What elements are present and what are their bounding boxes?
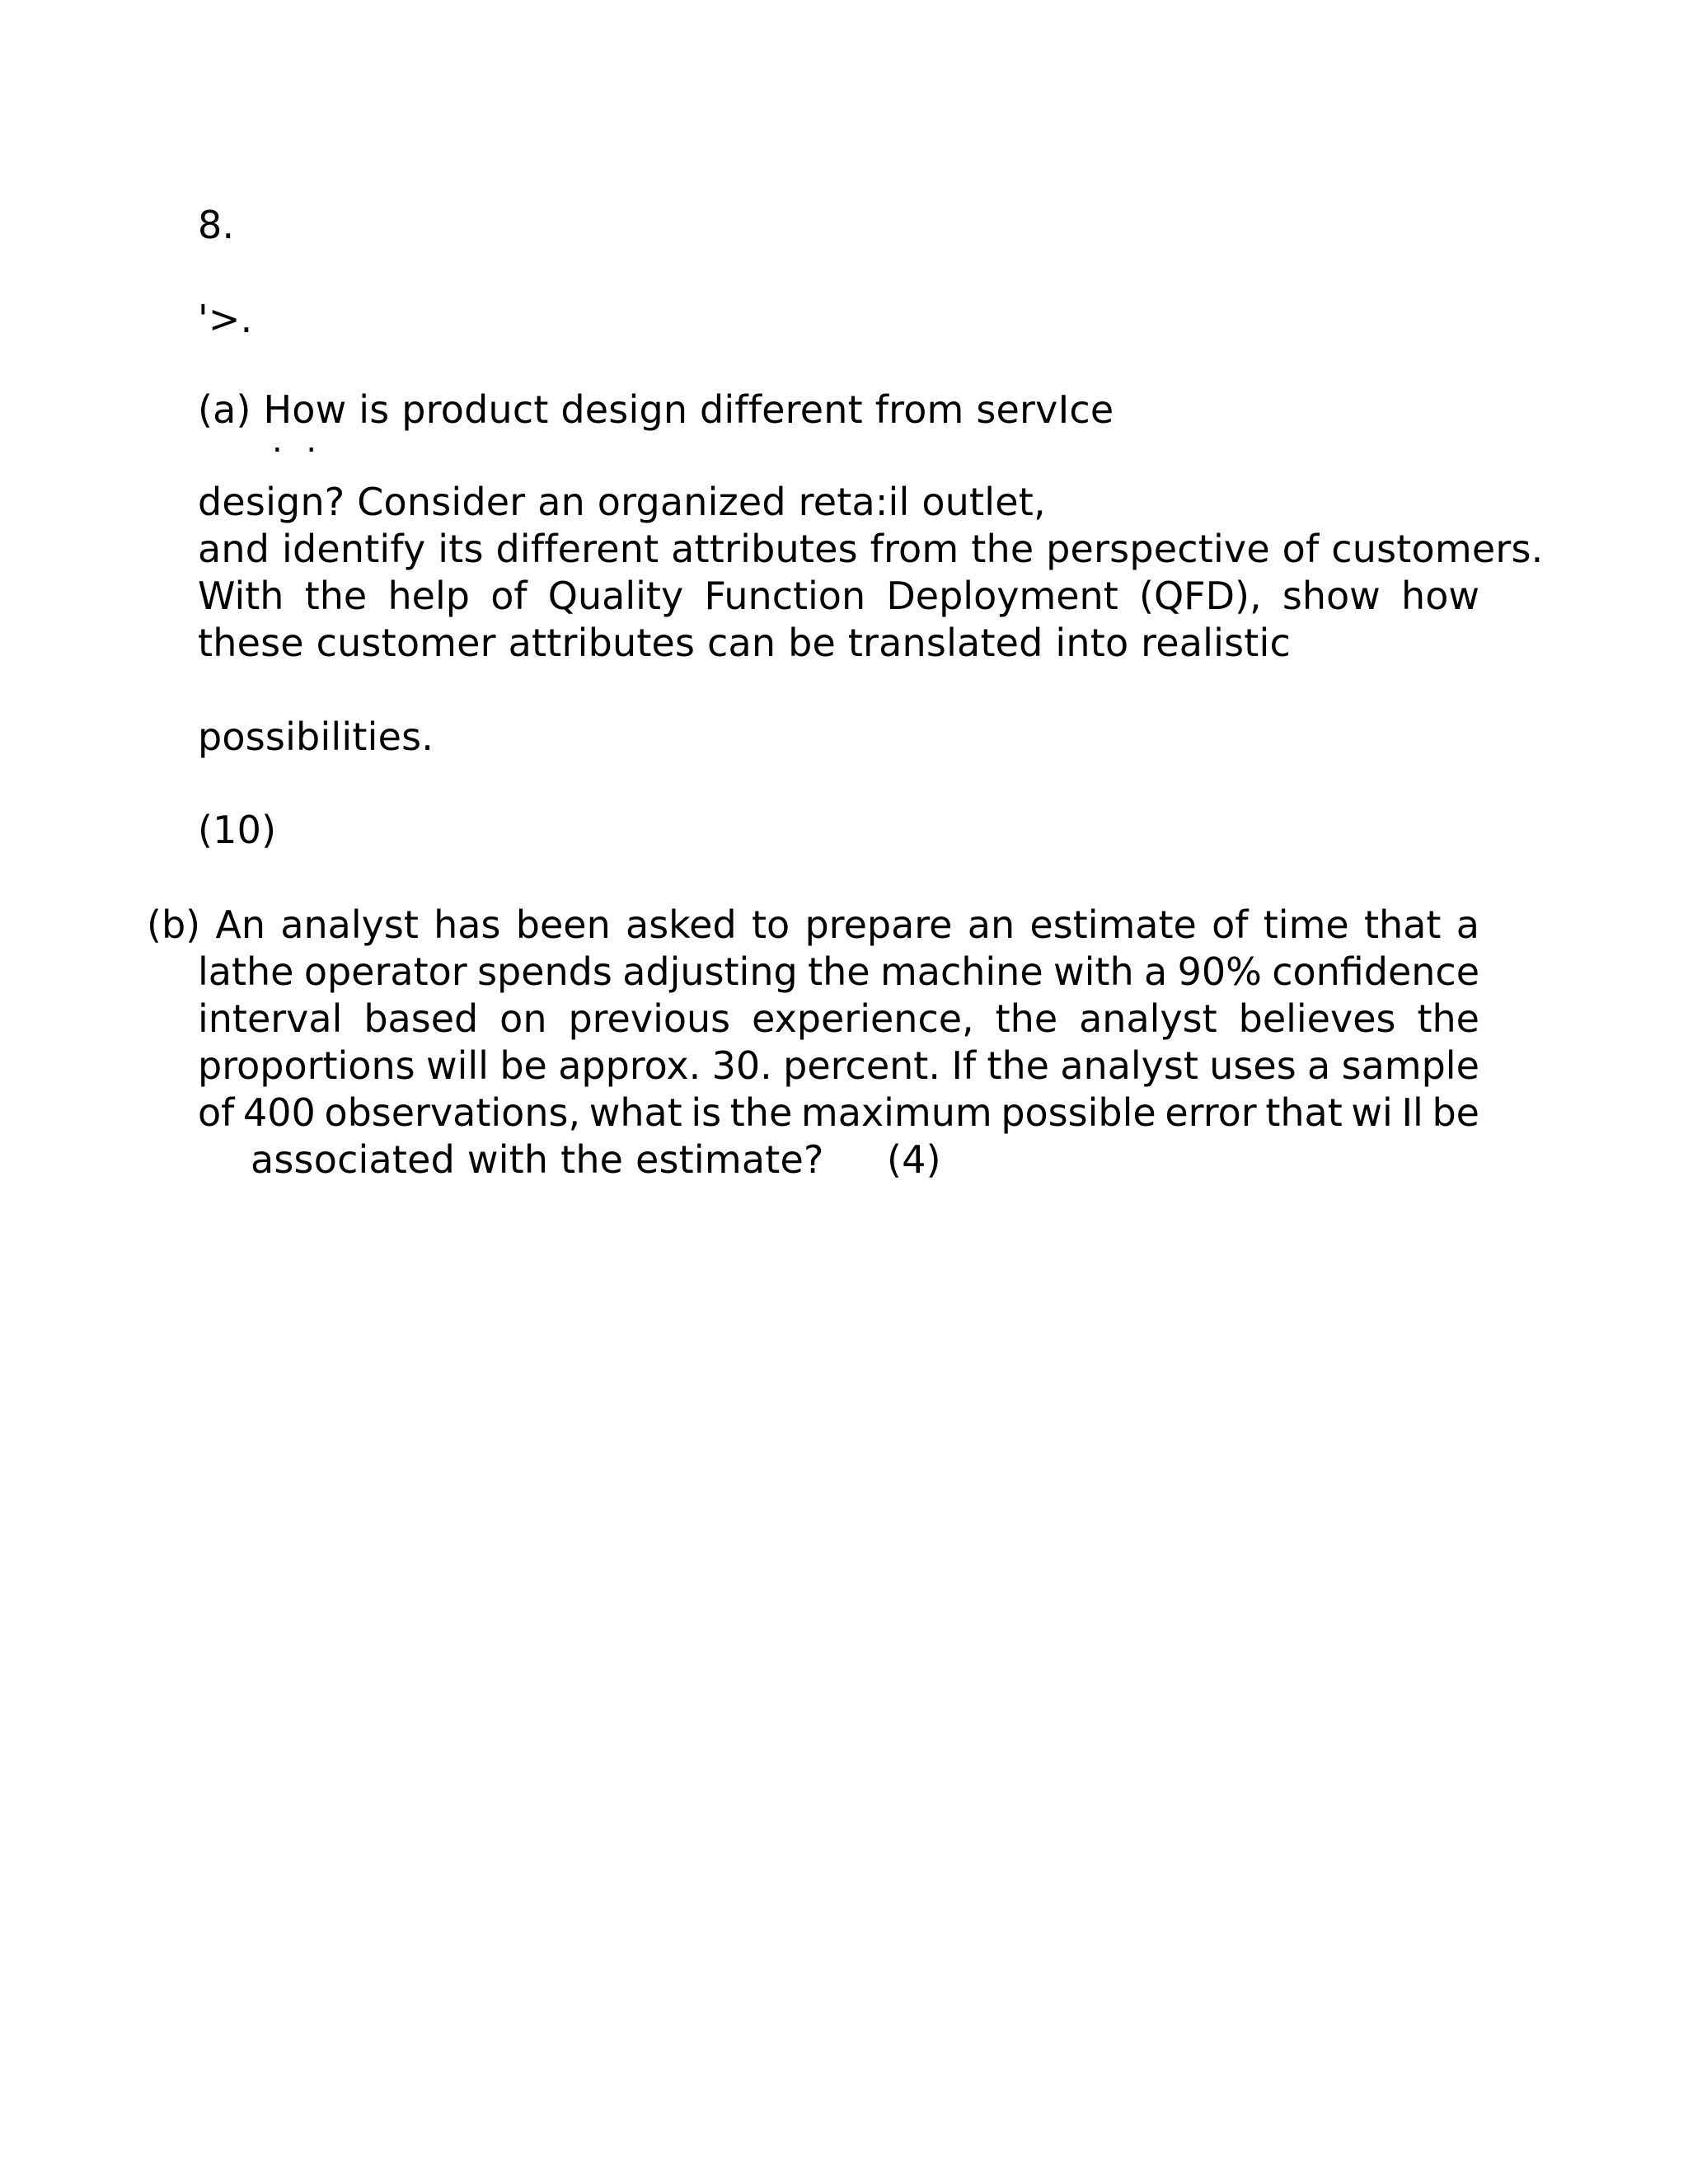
- word: the: [729, 1090, 793, 1135]
- word: lathe: [198, 949, 294, 994]
- word: that: [1265, 1090, 1343, 1135]
- part-b-line-2: [198, 948, 1479, 996]
- word: An: [215, 902, 266, 947]
- word: of: [198, 1090, 235, 1135]
- word: show: [1282, 574, 1381, 618]
- word: observations,: [324, 1090, 581, 1135]
- part-b-line-6: associated with the estimate?: [251, 1137, 824, 1182]
- word: help: [387, 574, 470, 618]
- word: believes: [1238, 996, 1396, 1041]
- word: operator: [303, 949, 467, 994]
- word: the: [808, 949, 870, 994]
- word: what: [588, 1090, 682, 1135]
- part-b-line-1: [147, 901, 1479, 949]
- part-a-line-5: these customer attributes can be translated into realistic: [198, 621, 1291, 665]
- question-number: 8.: [198, 203, 235, 247]
- word: based: [363, 996, 479, 1041]
- word: 400: [242, 1090, 316, 1135]
- word: has: [434, 902, 501, 947]
- word: analyst: [280, 902, 419, 947]
- word: machine: [879, 949, 1043, 994]
- part-a-marks: (10): [198, 808, 277, 852]
- part-b-marks: (4): [887, 1137, 941, 1182]
- word: is: [691, 1090, 722, 1135]
- word: of: [1212, 902, 1249, 947]
- part-a-line-1: (a) How is product design different from servIce: [198, 387, 1114, 432]
- part-a-line-4: [198, 572, 1479, 620]
- word: a: [1307, 1043, 1331, 1088]
- word: a: [1456, 902, 1479, 947]
- word: (b): [147, 902, 201, 947]
- part-a-line-3: and identify its different attributes from the perspective of customers.: [198, 527, 1544, 571]
- word: Deployment: [886, 574, 1118, 618]
- part-a-line-2: design? Consider an organized reta:il outlet,: [198, 480, 1046, 524]
- word: the: [1417, 996, 1479, 1041]
- word: will: [425, 1043, 489, 1088]
- word: been: [515, 902, 611, 947]
- word: experience,: [752, 996, 974, 1041]
- word: how: [1401, 574, 1479, 618]
- word: previous: [568, 996, 731, 1041]
- word: analyst: [1060, 1043, 1198, 1088]
- word: of: [490, 574, 528, 618]
- part-b-line-3: [198, 995, 1479, 1043]
- word: possible: [1001, 1090, 1156, 1135]
- word: wi: [1351, 1090, 1393, 1135]
- word: approx.: [558, 1043, 701, 1088]
- word: be: [1432, 1090, 1479, 1135]
- word: Quality: [547, 574, 684, 618]
- word: sample: [1341, 1043, 1479, 1088]
- word: 30.: [711, 1043, 772, 1088]
- word: be: [499, 1043, 547, 1088]
- part-a-dots: . .: [272, 422, 324, 460]
- word: time: [1263, 902, 1349, 947]
- word: percent.: [783, 1043, 940, 1088]
- part-b-line-5: [198, 1089, 1479, 1137]
- word: interval: [198, 996, 343, 1041]
- word: on: [499, 996, 547, 1041]
- word: (QFD),: [1139, 574, 1262, 618]
- word: maximum: [800, 1090, 992, 1135]
- stray-mark: '>.: [198, 297, 253, 341]
- word: the: [995, 996, 1058, 1041]
- word: spends: [477, 949, 612, 994]
- word: an: [967, 902, 1015, 947]
- word: prepare: [804, 902, 953, 947]
- word: Function: [704, 574, 866, 618]
- word: 90%: [1177, 949, 1262, 994]
- word: with: [1053, 949, 1134, 994]
- part-b-line-4: [198, 1042, 1479, 1090]
- word: asked: [626, 902, 737, 947]
- word: Il: [1401, 1090, 1423, 1135]
- word: error: [1165, 1090, 1257, 1135]
- word: If: [951, 1043, 977, 1088]
- word: a: [1143, 949, 1168, 994]
- word: confidence: [1272, 949, 1479, 994]
- word: estimate: [1029, 902, 1197, 947]
- word: With: [198, 574, 284, 618]
- word: adjusting: [622, 949, 798, 994]
- word: to: [751, 902, 790, 947]
- word: proportions: [198, 1043, 415, 1088]
- part-a-line-6: possibilities.: [198, 715, 434, 759]
- word: analyst: [1079, 996, 1217, 1041]
- word: the: [987, 1043, 1049, 1088]
- word: that: [1364, 902, 1442, 947]
- word: the: [304, 574, 368, 618]
- word: uses: [1209, 1043, 1296, 1088]
